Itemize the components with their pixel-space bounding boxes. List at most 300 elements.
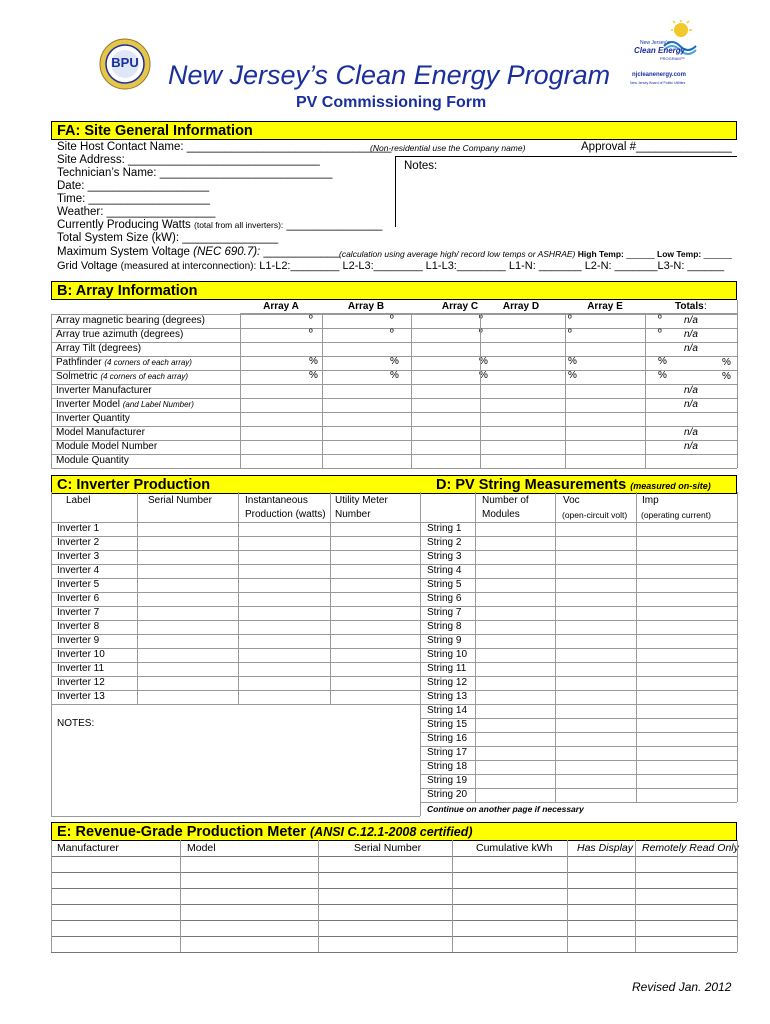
meter-value-cell[interactable] [568,857,634,871]
inverter-value-cell[interactable] [331,621,419,633]
array-value-cell[interactable] [566,413,644,425]
logo-line-1: New Jersey's [640,40,670,46]
string-value-cell[interactable] [556,747,635,759]
array-value-cell[interactable] [323,315,410,327]
meter-value-cell[interactable] [453,857,566,871]
meter-col-line [635,840,636,952]
array-value-cell[interactable] [323,399,410,411]
string-value-cell[interactable] [556,789,635,801]
array-value-cell[interactable] [481,371,564,383]
array-row-label [56,370,188,384]
col-modules-header-1: Number of [482,495,529,506]
meter-value-cell[interactable] [568,937,634,951]
inverter-label: Inverter 6 [57,593,100,604]
row-label-note: (4 corners of each array) [104,358,192,367]
approval-field[interactable]: Approval #_______________ [581,141,732,153]
meter-value-cell[interactable] [319,905,451,919]
inverter-value-cell[interactable] [239,565,329,577]
meter-value-cell[interactable] [568,889,634,903]
inverter-value-cell[interactable] [331,593,419,605]
string-value-cell[interactable] [476,733,554,745]
array-value-cell[interactable] [241,371,321,383]
row-label-text: Array Tilt (degrees) [56,343,142,354]
array-value-cell[interactable] [323,413,410,425]
meter-value-cell[interactable] [181,857,317,871]
string-value-cell[interactable] [476,649,554,661]
row-total: n/a [684,427,698,438]
meter-value-cell[interactable] [636,857,736,871]
string-label: String 6 [427,593,462,604]
string-value-cell[interactable] [476,523,554,535]
unit-mark: º [390,314,394,325]
section-cd-header [51,475,737,494]
string-label: String 4 [427,565,462,576]
meter-value-cell[interactable] [453,889,566,903]
array-value-cell[interactable] [412,385,479,397]
grid-col-line [645,342,646,356]
array-value-cell[interactable] [241,441,321,453]
string-value-cell[interactable] [476,565,554,577]
unit-mark: % [658,370,667,381]
string-value-cell[interactable] [476,621,554,633]
string-label: String 8 [427,621,462,632]
array-value-cell[interactable] [241,343,321,355]
string-value-cell[interactable] [556,733,635,745]
string-value-cell[interactable] [556,775,635,787]
string-value-cell[interactable] [637,719,736,731]
notes-label: NOTES: [57,718,95,729]
inverter-value-cell[interactable] [331,607,419,619]
array-value-cell[interactable] [481,427,564,439]
meter-value-cell[interactable] [453,937,566,951]
array-value-cell[interactable] [481,441,564,453]
meter-value-cell[interactable] [319,937,451,951]
array-value-cell[interactable] [481,413,564,425]
grid-voltage-field[interactable]: Grid Voltage (measured at interconnection): L1-L2:________ L2-L3:________ L1-L3:________ L1-N: _______ L2-N: _______L3-N: ______ [57,260,725,272]
meter-col-header: Has Display [577,842,634,854]
array-value-cell[interactable] [323,343,410,355]
meter-value-cell[interactable] [453,921,566,935]
meter-value-cell[interactable] [52,937,179,951]
string-value-cell[interactable] [637,663,736,675]
string-value-cell[interactable] [476,789,554,801]
string-value-cell[interactable] [476,537,554,549]
inverter-label: Inverter 8 [57,621,100,632]
notes-label: Notes: [404,160,438,172]
array-row-label [56,314,205,328]
section-e-note: (ANSI C.12.1-2008 certified) [310,825,473,839]
grid-col-line [645,454,646,468]
string-value-cell[interactable] [556,761,635,773]
unit-mark: º [309,314,313,325]
string-label: String 16 [427,733,468,744]
array-value-cell[interactable] [323,329,410,341]
revised-date: Revised Jan. 2012 [632,980,732,994]
array-value-cell[interactable] [412,455,479,467]
inverter-label: Inverter 9 [57,635,100,646]
meter-row-rule [51,952,737,953]
unit-mark: º [309,328,313,339]
meter-col-header: Model [187,842,216,854]
string-value-cell[interactable] [637,733,736,745]
string-col-line [420,492,421,802]
section-e-header [51,822,737,841]
inverter-value-cell[interactable] [331,565,419,577]
inverter-col-line [238,492,239,704]
array-value-cell[interactable] [481,329,564,341]
inverter-value-cell[interactable] [331,649,419,661]
inverter-label: Inverter 12 [57,677,105,688]
string-value-cell[interactable] [637,761,736,773]
string-label: String 19 [427,775,468,786]
row-total: % [722,357,731,368]
meter-col-line [452,840,453,952]
string-value-cell[interactable] [476,551,554,563]
notes-box[interactable] [395,156,737,227]
string-value-cell[interactable] [556,523,635,535]
meter-value-cell[interactable] [453,873,566,887]
row-total: n/a [684,385,698,396]
array-value-cell[interactable] [412,357,479,369]
grid-col-line [645,314,646,328]
string-value-cell[interactable] [637,649,736,661]
col-label-header: Label [66,495,91,506]
string-value-cell[interactable] [476,607,554,619]
meter-value-cell[interactable] [636,921,736,935]
string-value-cell[interactable] [476,747,554,759]
inverter-value-cell[interactable] [331,635,419,647]
inverter-value-cell[interactable] [138,691,237,703]
row-label-text: Inverter Quantity [56,413,130,424]
inverter-value-cell[interactable] [331,523,419,535]
section-e-title: E: Revenue-Grade Production Meter [57,824,306,840]
meter-value-cell[interactable] [568,905,634,919]
string-value-cell[interactable] [637,537,736,549]
meter-value-cell[interactable] [181,937,317,951]
string-value-cell[interactable] [556,579,635,591]
section-a-header: FA: Site General Information [51,121,737,140]
meter-value-cell[interactable] [636,937,736,951]
string-value-cell[interactable] [637,523,736,535]
notes-bottom-rule [51,816,420,817]
array-value-cell[interactable] [566,315,644,327]
meter-value-cell[interactable] [319,921,451,935]
meter-value-cell[interactable] [568,873,634,887]
inverter-value-cell[interactable] [239,579,329,591]
string-value-cell[interactable] [556,649,635,661]
string-label: String 17 [427,747,468,758]
string-value-cell[interactable] [637,747,736,759]
string-value-cell[interactable] [476,775,554,787]
array-value-cell[interactable] [323,427,410,439]
inverter-bottom-rule [51,704,420,705]
grid-col-line [645,384,646,398]
array-value-cell[interactable] [241,357,321,369]
inverter-col-line [330,492,331,704]
row-label-text: Module Model Number [56,441,158,452]
array-value-cell[interactable] [323,357,410,369]
inverter-value-cell[interactable] [239,537,329,549]
time-field[interactable]: Time: ___________________ [57,193,211,205]
inverter-label: Inverter 1 [57,523,100,534]
array-value-cell[interactable] [412,329,479,341]
array-value-cell[interactable] [241,413,321,425]
string-value-cell[interactable] [476,677,554,689]
array-row-label [56,426,145,440]
array-value-cell[interactable] [323,455,410,467]
bpu-seal [99,38,151,90]
string-value-cell[interactable] [476,593,554,605]
meter-value-cell[interactable] [453,905,566,919]
array-value-cell[interactable] [412,441,479,453]
col-imp-header-1: Imp [642,495,659,506]
inverter-value-cell[interactable] [331,551,419,563]
producing-watts-field[interactable]: Currently Producing Watts (total from all inverters): _______________ [57,219,383,231]
meter-value-cell[interactable] [181,921,317,935]
array-value-cell[interactable] [481,343,564,355]
unit-mark: % [568,356,577,367]
string-value-cell[interactable] [637,593,736,605]
unit-mark: º [390,328,394,339]
string-value-cell[interactable] [476,719,554,731]
string-value-cell[interactable] [556,607,635,619]
string-value-cell[interactable] [476,579,554,591]
inverter-value-cell[interactable] [138,621,237,633]
inverter-value-cell[interactable] [138,607,237,619]
string-value-cell[interactable] [637,565,736,577]
string-col-line [555,492,556,802]
string-value-cell[interactable] [476,691,554,703]
inverter-value-cell[interactable] [138,593,237,605]
meter-col-header: Cumulative kWh [476,842,553,854]
system-size-field[interactable]: Total System Size (kW): _______________ [57,232,279,244]
meter-value-cell[interactable] [636,873,736,887]
row-total: n/a [684,343,698,354]
meter-col-line [737,840,738,952]
string-value-cell[interactable] [637,691,736,703]
meter-value-cell[interactable] [319,889,451,903]
meter-value-cell[interactable] [636,889,736,903]
row-label-note: (4 corners of each array) [100,372,189,381]
meter-value-cell[interactable] [319,857,451,871]
row-label-text: Inverter Model [56,399,120,410]
array-value-cell[interactable] [241,385,321,397]
inverter-value-cell[interactable] [331,691,419,703]
inverter-label: Inverter 3 [57,551,100,562]
grid-col-line [645,426,646,440]
inverter-label: Inverter 10 [57,649,105,660]
unit-mark: º [479,328,483,339]
string-value-cell[interactable] [637,789,736,801]
meter-value-cell[interactable] [319,873,451,887]
array-value-cell[interactable] [241,329,321,341]
max-voltage-field[interactable]: Maximum System Voltage (NEC 690.7): ____________ [57,246,341,258]
string-label: String 2 [427,537,462,548]
inverter-value-cell[interactable] [239,635,329,647]
inverter-value-cell[interactable] [138,649,237,661]
string-label: String 15 [427,719,468,730]
string-value-cell[interactable] [556,663,635,675]
array-value-cell[interactable] [566,371,644,383]
inverter-value-cell[interactable] [138,579,237,591]
string-value-cell[interactable] [637,705,736,717]
grid-col-line [645,440,646,454]
notes-area[interactable] [52,706,418,814]
array-row-label [56,328,183,342]
array-value-cell[interactable] [412,343,479,355]
meter-value-cell[interactable] [181,873,317,887]
meter-value-cell[interactable] [52,905,179,919]
string-value-cell[interactable] [556,565,635,577]
array-value-cell[interactable] [566,343,644,355]
inverter-value-cell[interactable] [138,565,237,577]
array-value-cell[interactable] [412,413,479,425]
logo-line-3: PROGRAM™ [660,56,685,61]
array-row-label [56,412,130,426]
totals-header: Totals [675,301,704,312]
inverter-value-cell[interactable] [331,677,419,689]
string-value-cell[interactable] [476,663,554,675]
inverter-value-cell[interactable] [138,635,237,647]
array-value-cell[interactable] [566,455,644,467]
array-value-cell[interactable] [566,441,644,453]
inverter-value-cell[interactable] [239,607,329,619]
string-value-cell[interactable] [476,761,554,773]
array-value-cell[interactable] [481,315,564,327]
string-value-cell[interactable] [637,775,736,787]
meter-col-header: Manufacturer [57,842,119,854]
array-value-cell[interactable] [323,441,410,453]
inverter-value-cell[interactable] [331,663,419,675]
array-value-cell[interactable] [566,385,644,397]
string-value-cell[interactable] [556,621,635,633]
inverter-value-cell[interactable] [138,523,237,535]
inverter-value-cell[interactable] [331,579,419,591]
array-value-cell[interactable] [481,357,564,369]
site-address-field[interactable]: Site Address: ______________________________ [57,154,320,166]
array-value-cell[interactable] [241,399,321,411]
meter-value-cell[interactable] [52,889,179,903]
string-value-cell[interactable] [637,677,736,689]
string-value-cell[interactable] [637,579,736,591]
array-value-cell[interactable] [481,455,564,467]
meter-value-cell[interactable] [568,921,634,935]
grid-col-line [645,328,646,342]
string-label: String 14 [427,705,468,716]
section-c-title: C: Inverter Production [57,477,211,493]
array-value-cell[interactable] [412,427,479,439]
page-subtitle: PV Commissioning Form [296,94,487,111]
max-voltage-note: (calculation using average high/ record low temps or ASHRAE) High Temp: ______ Low Temp: ______ [339,249,732,259]
inverter-label: Inverter 5 [57,579,100,590]
inverter-value-cell[interactable] [138,663,237,675]
array-value-cell[interactable] [566,357,644,369]
string-value-cell[interactable] [637,635,736,647]
grid-col-line [645,356,646,370]
string-value-cell[interactable] [556,635,635,647]
row-total: n/a [684,315,698,326]
array-value-cell[interactable] [241,315,321,327]
inverter-label: Inverter 13 [57,691,105,702]
string-value-cell[interactable] [637,551,736,563]
string-value-cell[interactable] [556,677,635,689]
inverter-value-cell[interactable] [239,663,329,675]
array-value-cell[interactable] [481,399,564,411]
array-value-cell[interactable] [241,455,321,467]
weather-field[interactable]: Weather: _________________ [57,206,216,218]
array-row-label [56,440,157,454]
technician-field[interactable]: Technician’s Name: ___________________________ [57,167,333,179]
meter-col-line [567,840,568,952]
string-value-cell[interactable] [476,705,554,717]
array-value-cell[interactable] [566,399,644,411]
inverter-value-cell[interactable] [239,691,329,703]
date-field[interactable]: Date: ___________________ [57,180,210,192]
inverter-value-cell[interactable] [239,523,329,535]
inverter-value-cell[interactable] [138,537,237,549]
string-value-cell[interactable] [476,635,554,647]
page-title: New Jersey’s Clean Energy Program [168,60,611,90]
string-value-cell[interactable] [556,705,635,717]
array-col-header: Array A [263,301,299,312]
col-inst-header-2: Production (watts) [245,509,326,520]
array-value-cell[interactable] [481,385,564,397]
string-value-cell[interactable] [556,593,635,605]
meter-value-cell[interactable] [181,889,317,903]
array-value-cell[interactable] [323,371,410,383]
inverter-value-cell[interactable] [138,551,237,563]
meter-value-cell[interactable] [52,873,179,887]
string-value-cell[interactable] [556,719,635,731]
inverter-value-cell[interactable] [331,537,419,549]
array-value-cell[interactable] [412,371,479,383]
inverter-value-cell[interactable] [239,649,329,661]
array-row-label [56,356,192,370]
string-value-cell[interactable] [556,537,635,549]
string-label: String 10 [427,649,468,660]
array-value-cell[interactable] [412,315,479,327]
row-total: % [722,371,731,382]
string-label: String 9 [427,635,462,646]
string-value-cell[interactable] [556,551,635,563]
inverter-value-cell[interactable] [239,593,329,605]
string-value-cell[interactable] [637,621,736,633]
inverter-value-cell[interactable] [239,677,329,689]
table-bottom-rule [51,468,737,469]
array-value-cell[interactable] [566,427,644,439]
meter-value-cell[interactable] [52,857,179,871]
array-value-cell[interactable] [323,385,410,397]
string-label: String 5 [427,579,462,590]
array-value-cell[interactable] [412,399,479,411]
string-value-cell[interactable] [556,691,635,703]
inverter-col-line [137,492,138,704]
site-host-note: (Non-residential use the Company name) [370,143,526,153]
inverter-value-cell[interactable] [138,677,237,689]
row-total: n/a [684,399,698,410]
logo-line-5: New Jersey Board of Public Utilities [630,81,686,85]
array-value-cell[interactable] [241,427,321,439]
unit-mark: % [390,370,399,381]
meter-value-cell[interactable] [52,921,179,935]
inverter-value-cell[interactable] [239,621,329,633]
site-host-field[interactable]: Site Host Contact Name: ________________________________ [57,141,392,153]
string-value-cell[interactable] [637,607,736,619]
meter-value-cell[interactable] [636,905,736,919]
inverter-value-cell[interactable] [239,551,329,563]
meter-value-cell[interactable] [181,905,317,919]
array-value-cell[interactable] [566,329,644,341]
